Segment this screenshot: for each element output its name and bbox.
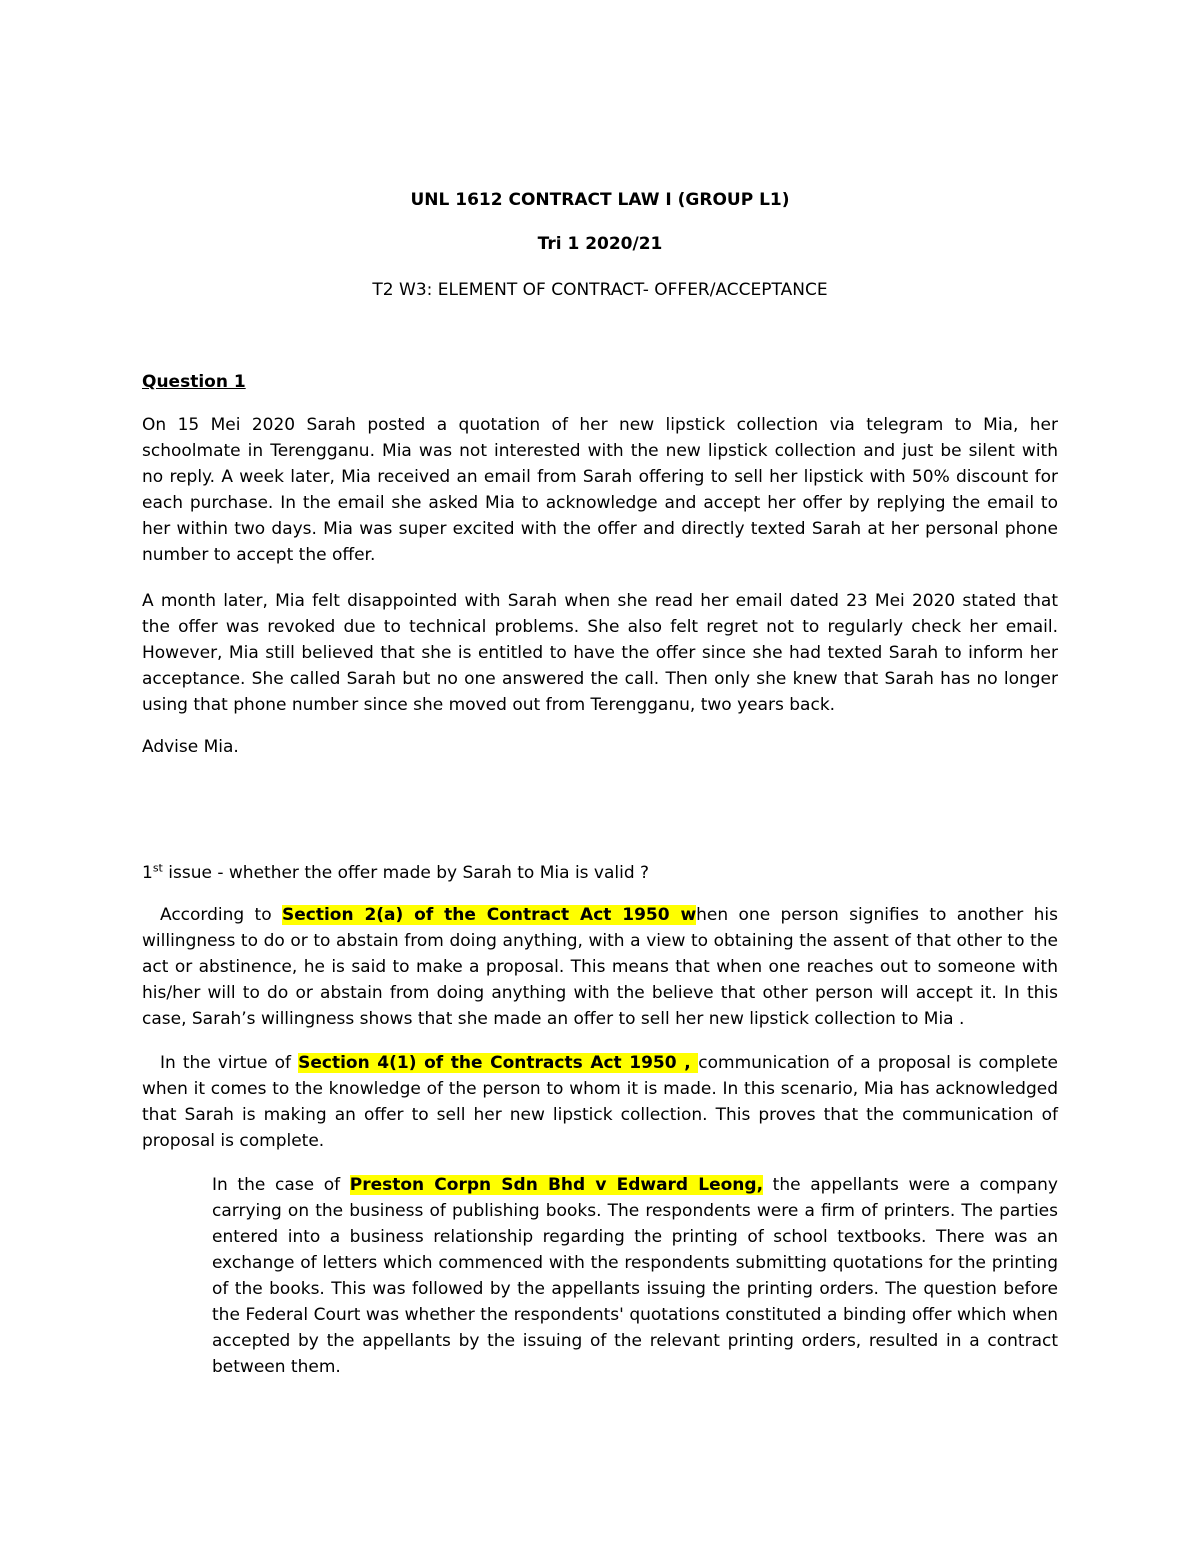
question-heading: Question 1 xyxy=(142,372,246,392)
section-2a-highlight: Section 2(a) of the Contract Act 1950 w xyxy=(281,905,697,925)
term-label: Tri 1 2020/21 xyxy=(537,234,663,254)
case-lead: In the case of xyxy=(212,1175,350,1195)
section-4-1-text: communication of a proposal is complete when it comes to the knowledge of the person to whom it is made. In this scenario, Mia has acknowledged that Sarah is making an offer to sell her new lipstick collection. This proves that the communication of proposal is complete. xyxy=(142,1053,1058,1151)
section-4-1-highlight: Section 4(1) of the Contracts Act 1950 , xyxy=(298,1053,699,1073)
issue-number: 1 xyxy=(142,863,153,883)
case-name-highlight: Preston Corpn Sdn Bhd v Edward Leong, xyxy=(349,1175,764,1195)
section-2a-lead: According to xyxy=(160,905,282,925)
case-paragraph xyxy=(212,1172,1058,1380)
question-paragraph-2: A month later, Mia felt disappointed with Sarah when she read her email dated 23 Mei 2020 stated that the offer was revoked due to technical problems. She also felt regret not to regularly check her email. However, Mia still believed that she is entitled to have the offer since she had texted Sarah to inform her acceptance. She called Sarah but no one answered the call. Then only she knew that Sarah has no longer using that phone number since she moved out from Terengganu, two years back. xyxy=(142,591,1058,715)
section-2a-text: hen one person signifies to another his willingness to do or to abstain from doing anything, with a view to obtaining the assent of that other to the act or abstinence, he is said to make a proposal. This means that when one reaches out to someone with his/her will to do or abstain from doing anything with the believe that other person will accept it. In this case, Sarah’s willingness shows that she made an offer to sell her new lipstick collection to Mia . xyxy=(142,905,1058,1029)
topic-title: T2 W3: ELEMENT OF CONTRACT- OFFER/ACCEPTANCE xyxy=(372,280,828,300)
section-4-1-lead: In the virtue of xyxy=(160,1053,299,1073)
advise-instruction: Advise Mia. xyxy=(142,737,239,757)
answer-paragraph-section-4-1 xyxy=(142,1050,1058,1154)
issue-text: issue - whether the offer made by Sarah to Mia is valid ? xyxy=(162,863,650,883)
answer-paragraph-section-2a xyxy=(142,902,1058,1032)
question-paragraph-1: On 15 Mei 2020 Sarah posted a quotation of her new lipstick collection via telegram to Mia, her schoolmate in Terengganu. Mia was not interested with the new lipstick collection and just be silent with no reply. A week later, Mia received an email from Sarah offering to sell her lipstick with 50% discount for each purchase. In the email she asked Mia to acknowledge and accept her offer by replying the email to her within two days. Mia was super excited with the offer and directly texted Sarah at her personal phone number to accept the offer. xyxy=(142,415,1058,565)
case-text: the appellants were a company carrying on the business of publishing books. The respondents were a firm of printers. The parties entered into a business relationship regarding the printing of school textbooks. There was an exchange of letters which commenced with the respondents submitting quotations for the printing of the books. This was followed by the appellants issuing the printing orders. The question before the Federal Court was whether the respondents' quotations constituted a binding offer which when accepted by the appellants by the issuing of the relevant printing orders, resulted in a contract between them. xyxy=(212,1175,1058,1377)
issue-line xyxy=(142,860,1058,886)
course-title: UNL 1612 CONTRACT LAW I (GROUP L1) xyxy=(410,190,790,210)
issue-ordinal-suffix: st xyxy=(152,861,163,875)
